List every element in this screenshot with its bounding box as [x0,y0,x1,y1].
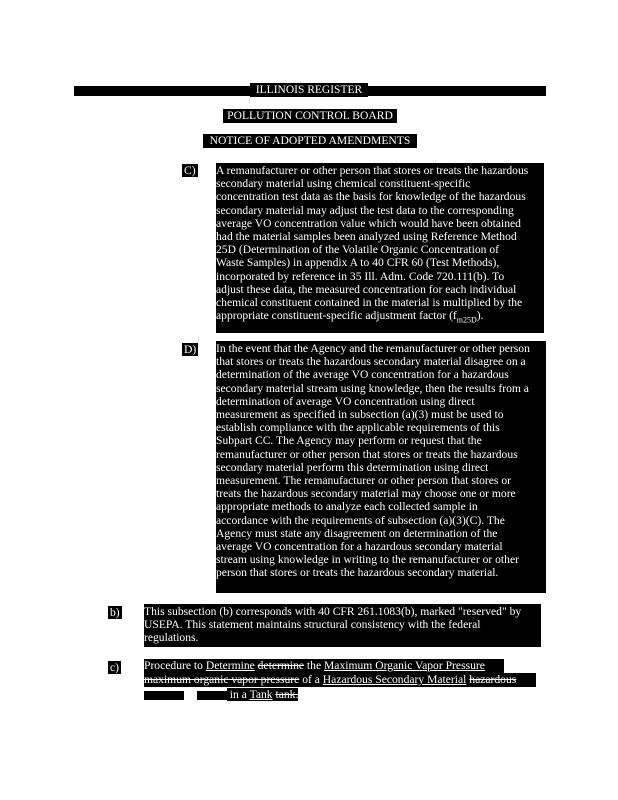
redacted-block [144,691,184,700]
item-c-last-suffix: ). [476,309,484,323]
item-d-line: accordance with the requirements of subsection (a)(3)(C). The [216,513,505,527]
item-d-line: secondary material perform this determination using direct [216,460,489,474]
notice-title: NOTICE OF ADOPTED AMENDMENTS [203,134,417,148]
item-b-label: b) [110,606,120,619]
item-b-line: USEPA. This statement maintains structural consistency with the federal [144,618,481,632]
item-c-line: A remanufacturer or other person that stores or treats the hazardous [216,164,529,177]
item-c-line: 25D (Determination of the Volatile Organic Concentration of [216,243,500,257]
item-b-paragraph [144,604,541,647]
c2-inserted-text: Hazardous Secondary Material [322,673,467,686]
item-d-line: Agency must state any disagreement on determination of the [216,526,498,540]
item-c-line: secondary material may adjust the test data to the corresponding [216,203,514,217]
item-d-line: In the event that the Agency and the remanufacturer or other person [216,342,530,355]
item-c-line: average VO concentration value which would have been obtained [216,216,521,230]
item-d-line: person that stores or treats the hazardous secondary material. [216,566,499,580]
item-b-line: This subsection (b) corresponds with 40 CFR 261.1083(b), marked "reserved" by [144,605,522,618]
item-c-last-line [216,309,544,325]
item-d-line: that stores or treats the hazardous secondary material disagree on a [216,355,526,369]
item-d-line: measurement. The remanufacturer or other person that stores or [216,474,511,488]
item-d-line: determination of the average VO concentration for a hazardous [216,368,509,382]
item-d-paragraph [216,341,546,593]
item-c-paragraph [216,163,544,333]
item-d-line: appropriate methods to analyze each collected sample in [216,500,478,514]
item-d-line: stream using knowledge in writing to the remanufacturer or other [216,553,519,567]
c2-inserted-text: Determine [205,659,255,672]
board-title: POLLUTION CONTROL BOARD [223,109,397,123]
item-c-line: incorporated by reference in 35 Ill. Adm. Code 720.111(b). To [216,269,505,283]
item-c2-line-2 [144,673,536,687]
item-d-line: treats the hazardous secondary material may choose one or more [216,487,516,501]
c2-deleted-text: tank. [275,688,299,701]
c2-text: the [304,659,324,672]
item-c-label: C) [184,164,196,177]
c2-deleted-text: maximum organic vapor pressure [144,673,300,686]
redacted-block [197,691,227,700]
c2-text: Procedure to [144,659,206,672]
item-c-last-subscript: m25D [456,315,477,325]
item-d-line: Subpart CC. The Agency may perform or request that the [216,434,482,448]
item-c2-line-3 [144,688,304,702]
c2-deleted-text: determine [257,659,305,672]
c2-text: of a [299,673,323,686]
item-c-line: chemical constituent contained in the material is multiplied by the [216,296,523,310]
item-d-line: average VO concentration for a hazardous secondary material [216,540,503,554]
item-c2-label: c) [110,661,120,674]
item-d-line: remanufacturer or other person that stores or treats the hazardous [216,447,518,461]
c2-deleted-text: hazardous [469,673,517,686]
item-d-line: secondary material stream using knowledge, then the results from a [216,381,529,395]
item-b-line: regulations. [144,631,199,645]
item-d-line: measurement as specified in subsection (a)(3) must be used to [216,408,504,422]
item-c2-line-1 [144,659,504,673]
register-title: ILLINOIS REGISTER [250,83,368,97]
item-c-line: Waste Samples) in appendix A to 40 CFR 60 (Test Methods), [216,256,500,270]
item-c-line: had the material samples been analyzed using Reference Method [216,230,517,244]
c2-inserted-text: Tank [249,688,273,701]
item-c-line: secondary material using chemical constituent-specific [216,177,471,191]
c2-inserted-text: Maximum Organic Vapor Pressure [324,659,485,672]
item-c-last-prefix: appropriate constituent-specific adjustment factor (f [216,309,457,323]
item-c-line: concentration test data as the basis for knowledge of the hazardous [216,190,526,204]
item-d-line: establish compliance with the applicable requirements of this [216,421,500,435]
item-c-line: adjust these data, the measured concentration for each individual [216,282,517,296]
item-d-line: determination of average VO concentration using direct [216,394,475,408]
item-d-label: D) [184,343,197,356]
c2-text: in a [226,688,250,701]
